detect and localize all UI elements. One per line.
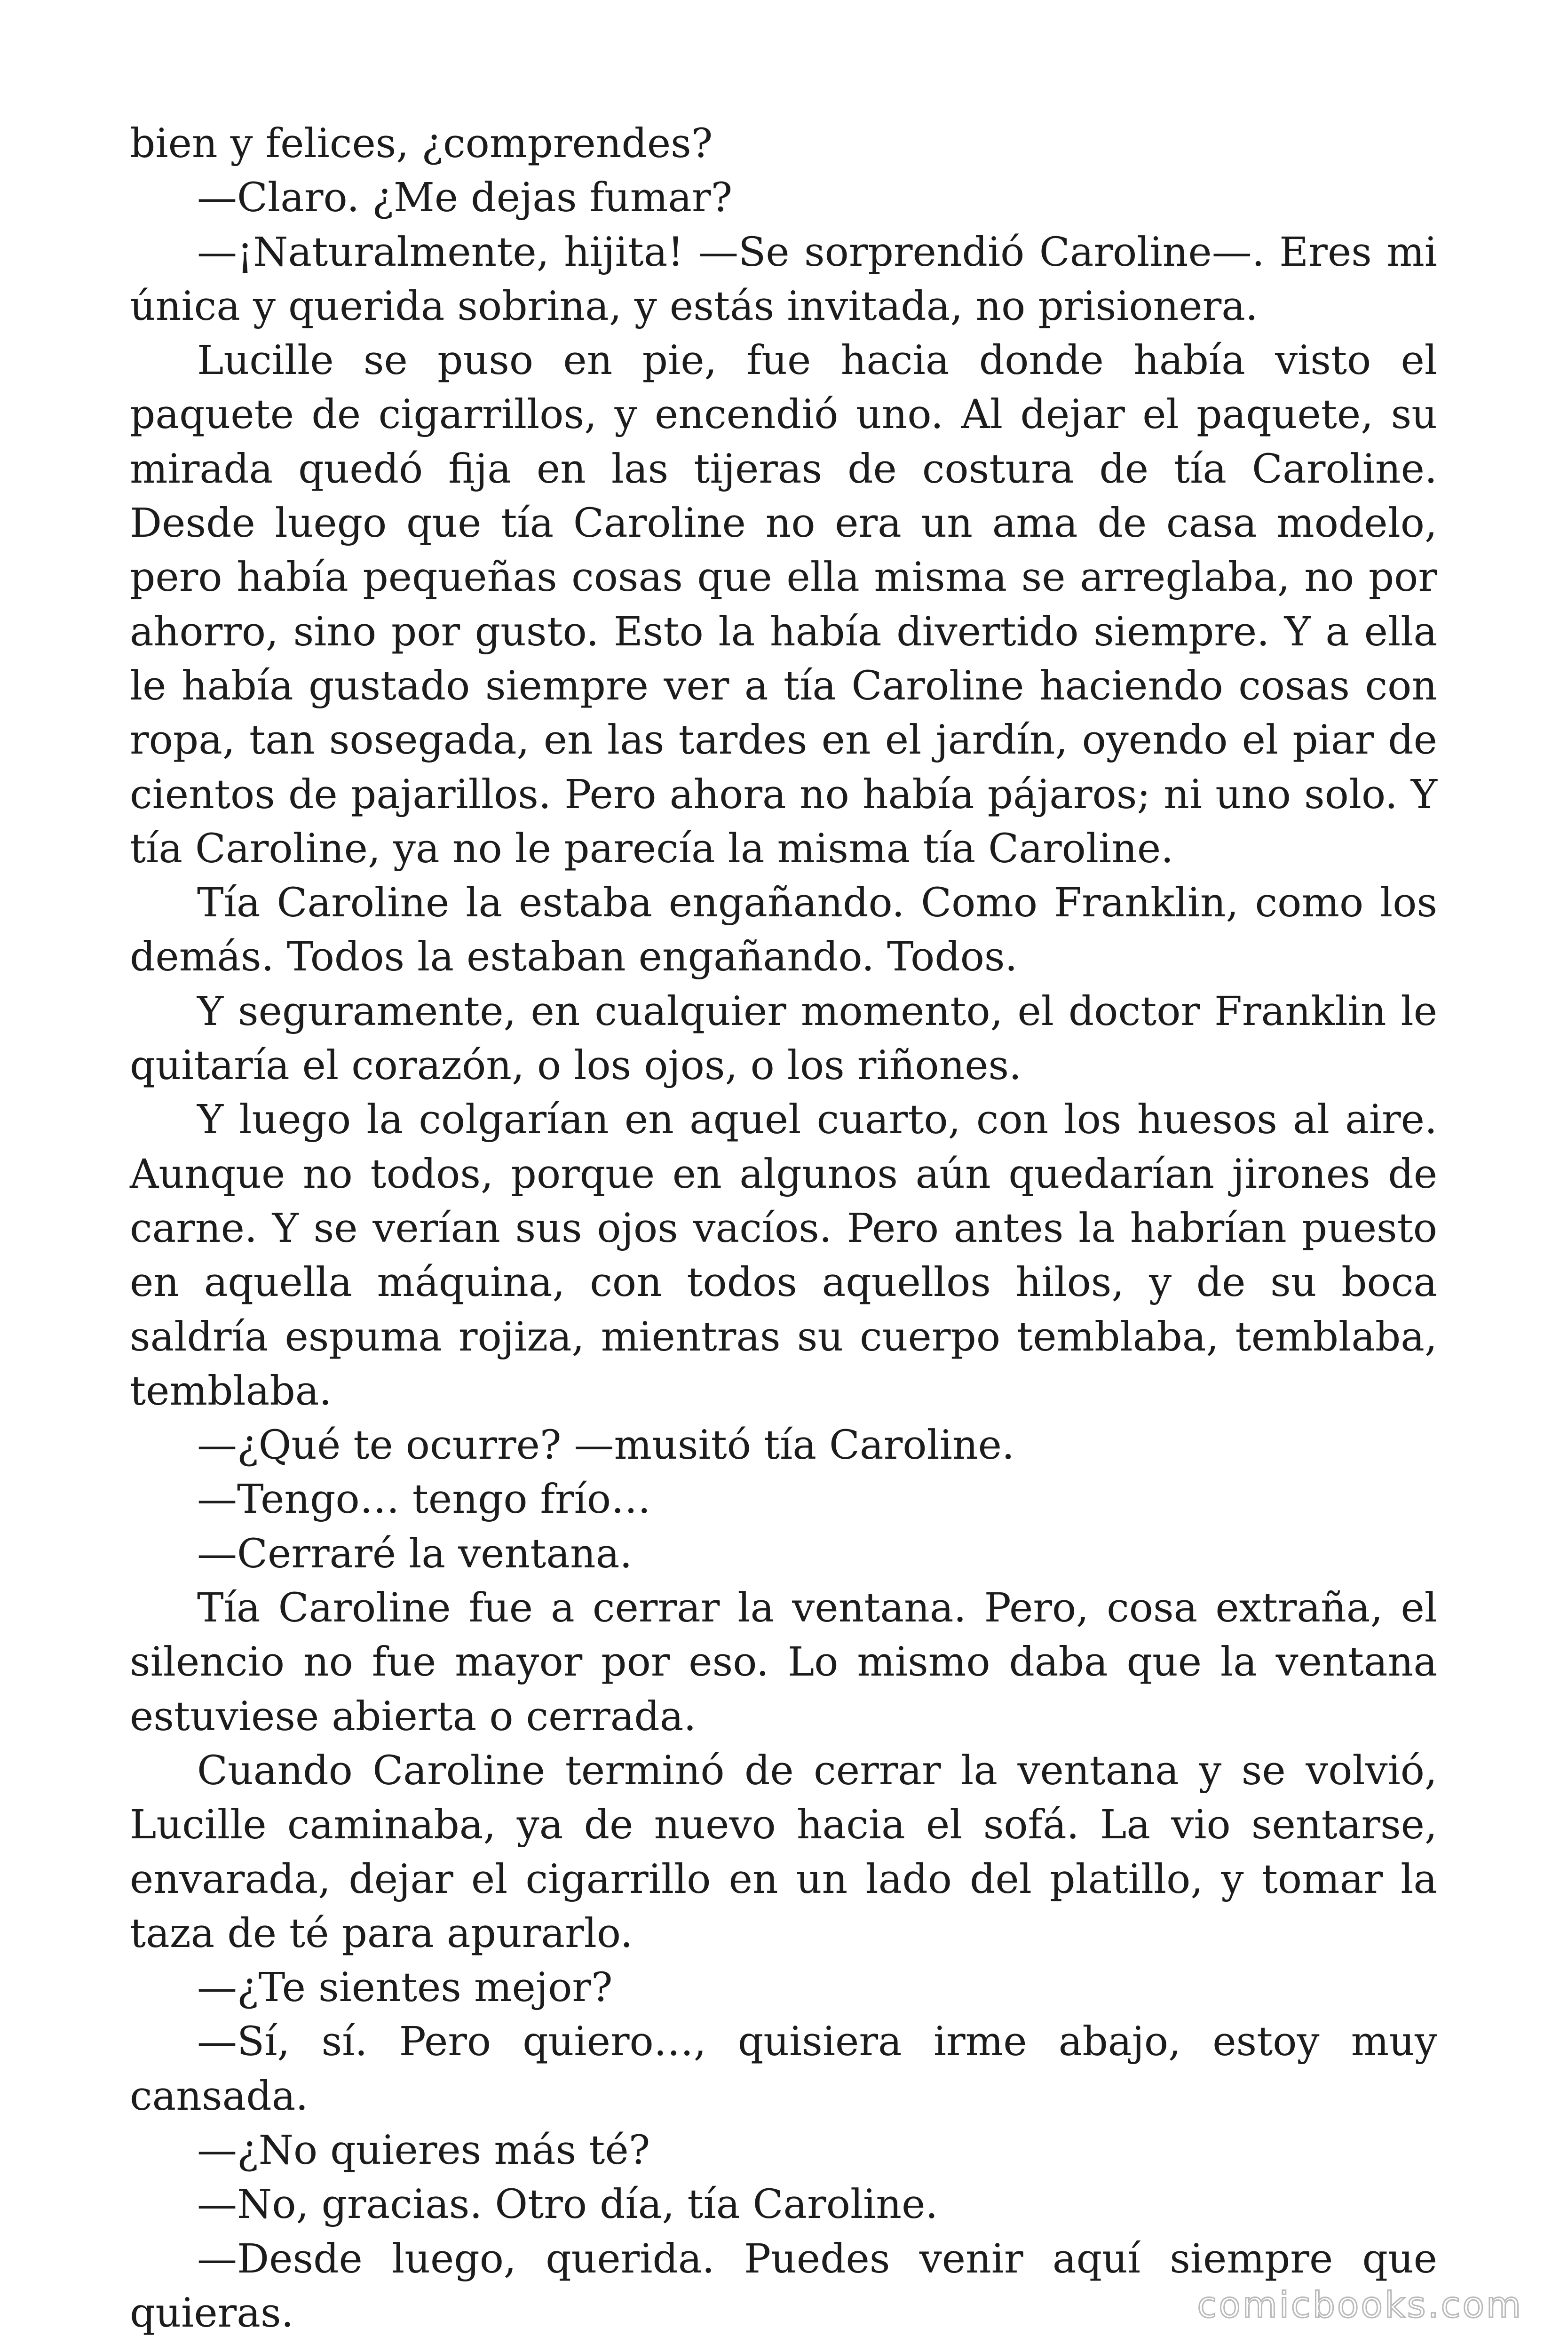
watermark: comicbooks.com <box>1197 2284 1523 2326</box>
paragraph: Tía Caroline la estaba engañando. Como Franklin, como los demás. Todos la estaban engañando. Todos. <box>130 880 1437 981</box>
paragraph: Y seguramente, en cualquier momento, el doctor Franklin le quitaría el corazón, o los ojos, o los riñones. <box>130 988 1437 1089</box>
paragraph-continuation: bien y felices, ¿comprendes? <box>130 120 713 167</box>
paragraph: —¿No quieres más té? <box>197 2127 650 2174</box>
paragraph: —Cerraré la ventana. <box>197 1530 633 1577</box>
paragraph: —No, gracias. Otro día, tía Caroline. <box>197 2181 938 2228</box>
paragraph: —Sí, sí. Pero quiero…, quisiera irme abajo, estoy muy cansada. <box>130 2018 1437 2120</box>
paragraph: Y luego la colgarían en aquel cuarto, con los huesos al aire. Aunque no todos, porque en algunos aún quedarían jirones de carne. Y se verían sus ojos vacíos. Pero antes la habrían puesto en aquella máquina, con todos aquellos hilos, y de su boca saldría espuma rojiza, mientras su cuerpo temblaba, temblaba, temblaba. <box>130 1097 1437 1414</box>
paragraph: —¡Naturalmente, hijita! —Se sorprendió Caroline—. Eres mi única y querida sobrina, y estás invitada, no prisionera. <box>130 229 1437 330</box>
paragraph: —Desde luego, querida. Puedes venir aquí siempre que quieras. <box>130 2235 1437 2336</box>
paragraph: Cuando Caroline terminó de cerrar la ventana y se volvió, Lucille caminaba, ya de nuevo hacia el sofá. La vio sentarse, envarada, dejar el cigarrillo en un lado del platillo, y tomar la taza de té para apurarlo. <box>130 1747 1437 1957</box>
paragraph: —¿Qué te ocurre? —musitó tía Caroline. <box>197 1422 1014 1469</box>
paragraph: —¿Te sientes mejor? <box>197 1964 613 2011</box>
paragraph: —Claro. ¿Me dejas fumar? <box>197 175 733 222</box>
page-body-text <box>130 117 1437 2340</box>
paragraph: —Tengo… tengo frío… <box>197 1476 651 1523</box>
paragraph: Lucille se puso en pie, fue hacia donde había visto el paquete de cigarrillos, y encendió uno. Al dejar el paquete, su mirada quedó fija en las tijeras de costura de tía Caroline. Desde luego que tía Caroline no era un ama de casa modelo, pero había pequeñas cosas que ella misma se arreglaba, no por ahorro, sino por gusto. Esto la había divertido siempre. Y a ella le había gustado siempre ver a tía Caroline haciendo cosas con ropa, tan sosegada, en las tardes en el jardín, oyendo el piar de cientos de pajarillos. Pero ahora no había pájaros; ni uno solo. Y tía Caroline, ya no le parecía la misma tía Caroline. <box>130 337 1437 872</box>
paragraph: Tía Caroline fue a cerrar la ventana. Pero, cosa extraña, el silencio no fue mayor por eso. Lo mismo daba que la ventana estuviese abierta o cerrada. <box>130 1585 1437 1740</box>
